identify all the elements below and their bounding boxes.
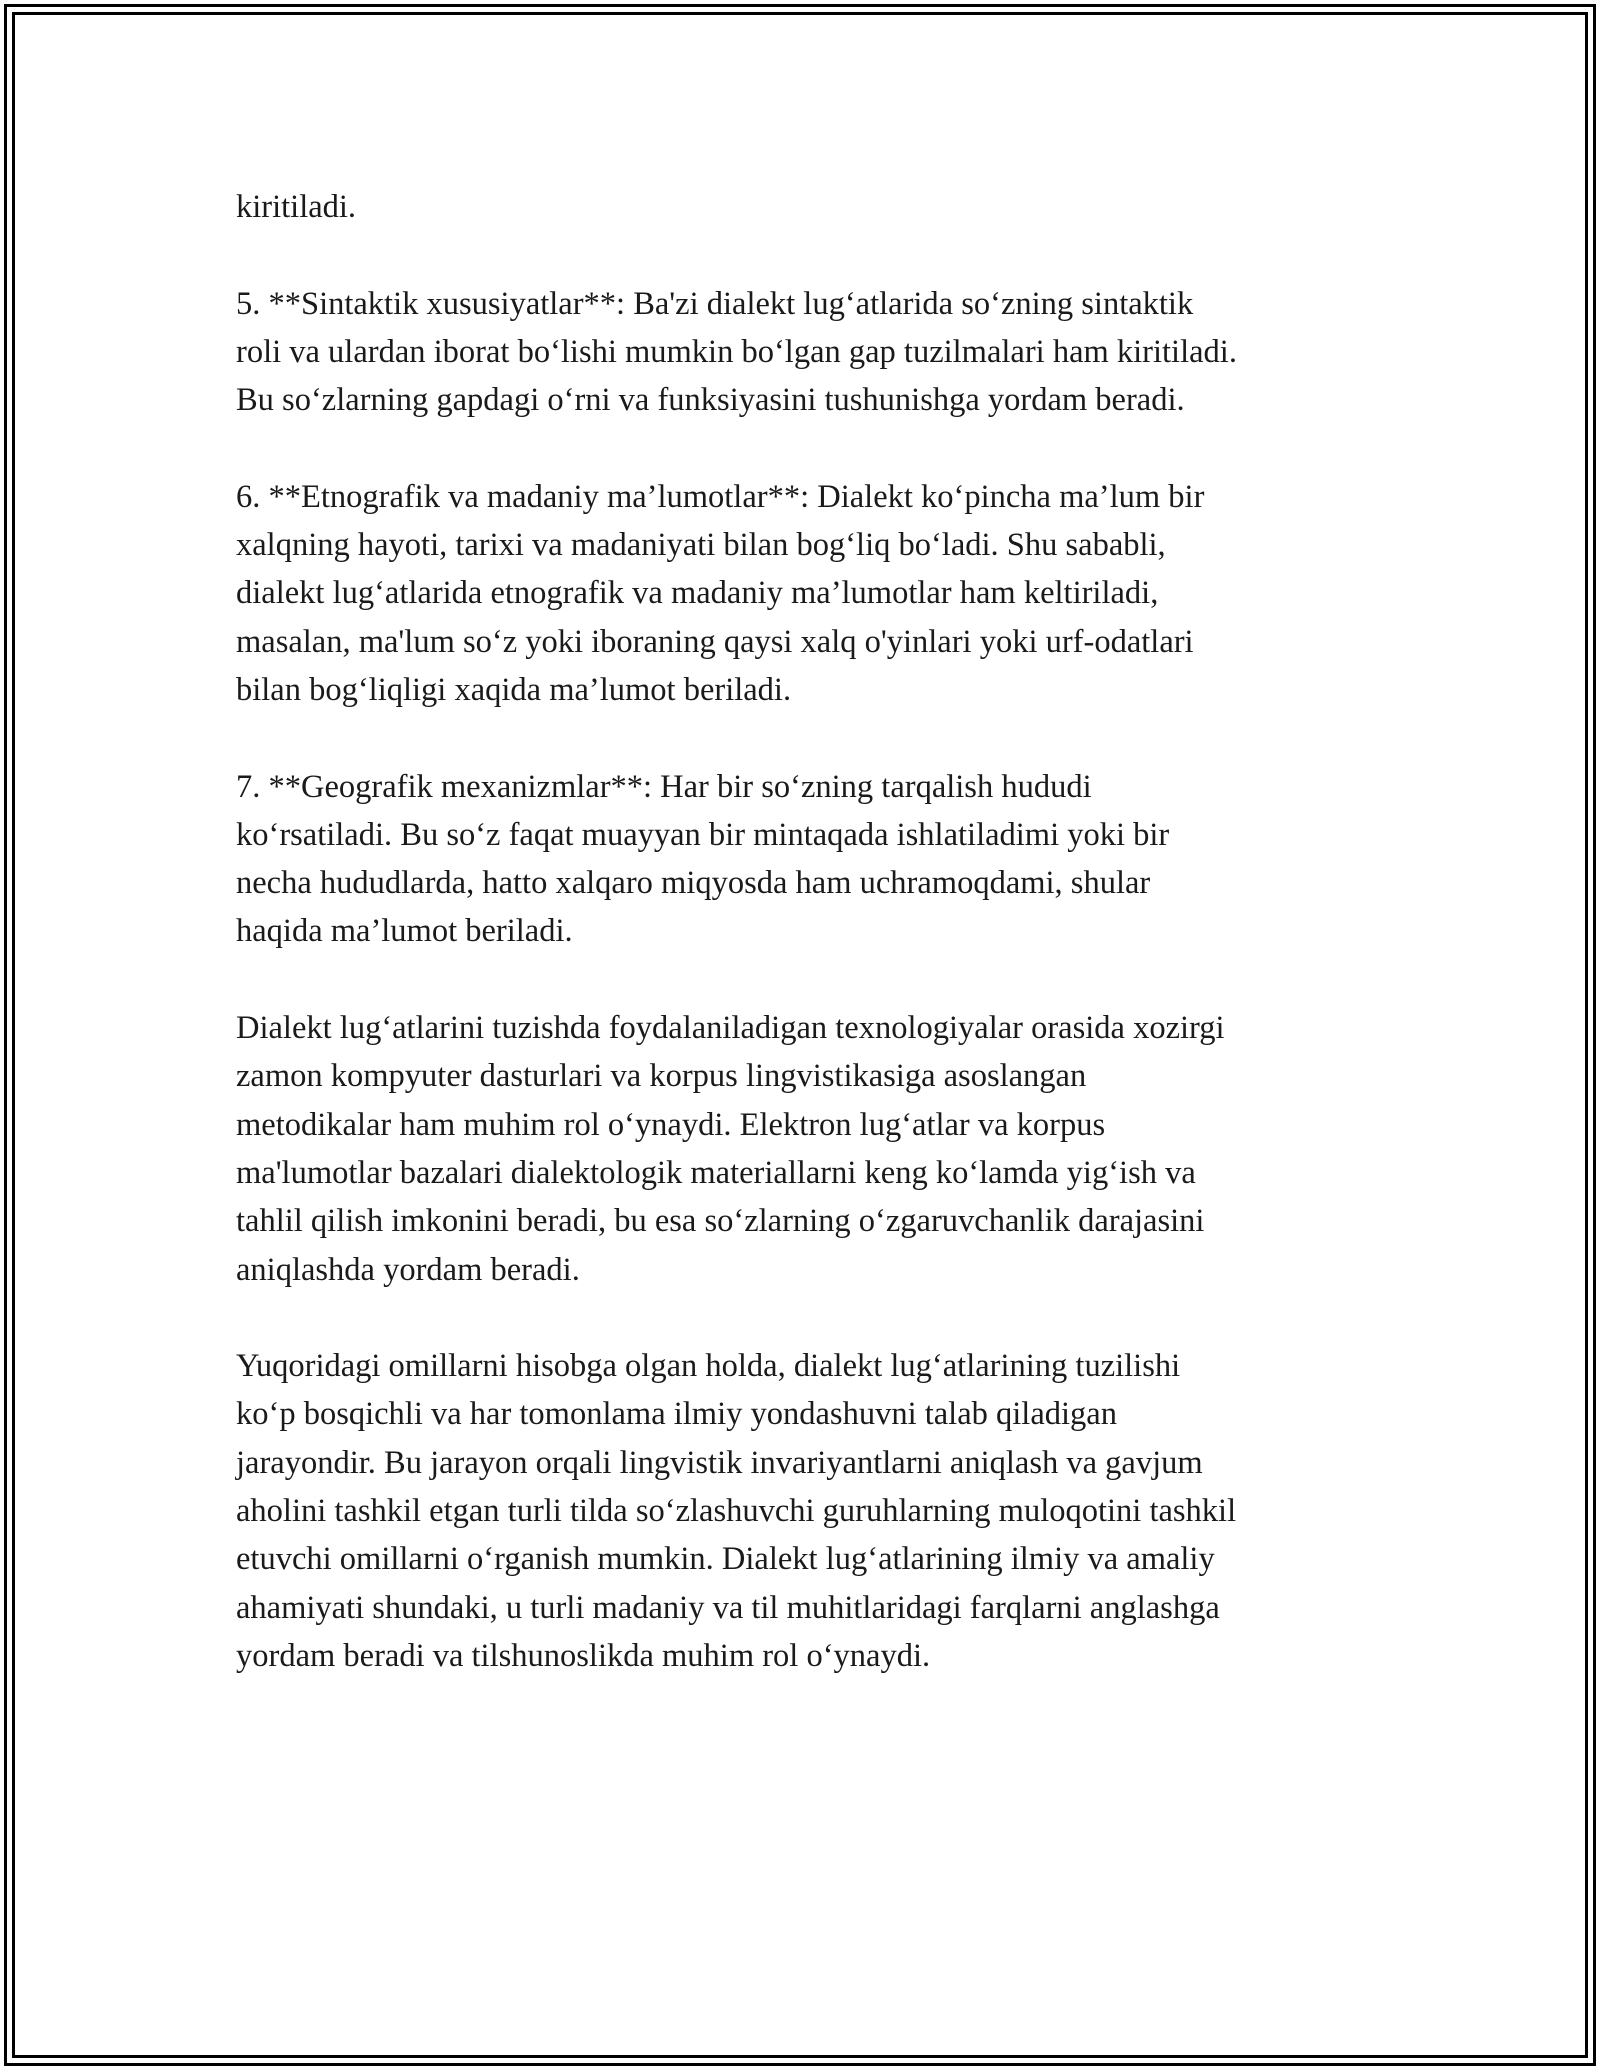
text-line: dialekt lug‘atlarida etnografik va madaniy ma’lumotlar ham keltiriladi,	[236, 575, 1159, 612]
text-line: yordam beradi va tilshunoslikda muhim rol o‘ynaydi.	[236, 1637, 931, 1674]
text-line: metodikalar ham muhim rol o‘ynaydi. Elektron lug‘atlar va korpus	[236, 1106, 1106, 1143]
text-line: jarayondir. Bu jarayon orqali lingvistik invariyantlarni aniqlash va gavjum	[236, 1444, 1203, 1481]
paragraph-item-5-syntactic-features	[236, 280, 1386, 425]
text-line: Bu so‘zlarning gapdagi o‘rni va funksiyasini tushunishga yordam beradi.	[236, 382, 1185, 419]
text-line: zamon kompyuter dasturlari va korpus lingvistikasiga asoslangan	[236, 1058, 1087, 1095]
document-body	[236, 183, 1386, 1729]
text-line: roli va ulardan iborat bo‘lishi mumkin bo‘lgan gap tuzilmalari ham kiritiladi.	[236, 333, 1237, 370]
text-line: kiritiladi.	[236, 189, 357, 225]
text-line: ahamiyati shundaki, u turli madaniy va til muhitlaridagi farqlarni anglashga	[236, 1589, 1220, 1626]
paragraph-technologies	[236, 1004, 1386, 1294]
text-line: xalqning hayoti, tarixi va madaniyati bilan bog‘liq bo‘ladi. Shu sababli,	[236, 527, 1166, 564]
text-line: bilan bog‘liqligi xaqida ma’lumot beriladi.	[236, 671, 792, 708]
text-line: haqida ma’lumot beriladi.	[236, 913, 573, 950]
text-line: aniqlashda yordam beradi.	[236, 1251, 580, 1288]
text-line: ko‘p bosqichli va har tomonlama ilmiy yondashuvni talab qiladigan	[236, 1396, 1117, 1433]
paragraph-conclusion	[236, 1342, 1386, 1680]
paragraph-continuation	[236, 183, 1386, 231]
text-line: Dialekt lug‘atlarini tuzishda foydalaniladigan texnologiyalar orasida xozirgi	[236, 1010, 1225, 1047]
text-line: tahlil qilish imkonini beradi, bu esa so‘zlarning o‘zgaruvchanlik darajasini	[236, 1203, 1205, 1240]
text-line: 7. **Geografik mexanizmlar**: Har bir so‘zning tarqalish hududi	[236, 768, 1092, 805]
text-line: necha hududlarda, hatto xalqaro miqyosda ham uchramoqdami, shular	[236, 865, 1151, 902]
paragraph-item-6-ethnographic-info	[236, 473, 1386, 714]
text-line: 5. **Sintaktik xususiyatlar**: Ba'zi dialekt lug‘atlarida so‘zning sintaktik	[236, 285, 1194, 322]
text-line: ma'lumotlar bazalari dialektologik materiallarni keng ko‘lamda yig‘ish va	[236, 1154, 1196, 1191]
text-line: aholini tashkil etgan turli tilda so‘zlashuvchi guruhlarning muloqotini tashkil	[236, 1493, 1237, 1530]
text-line: Yuqoridagi omillarni hisobga olgan holda, dialekt lug‘atlarining tuzilishi	[236, 1348, 1181, 1385]
text-line: ko‘rsatiladi. Bu so‘z faqat muayyan bir mintaqada ishlatiladimi yoki bir	[236, 816, 1170, 853]
text-line: masalan, ma'lum so‘z yoki iboraning qaysi xalq o'yinlari yoki urf-odatlari	[236, 623, 1194, 660]
text-line: 6. **Etnografik va madaniy ma’lumotlar**: Dialekt ko‘pincha ma’lum bir	[236, 478, 1205, 515]
paragraph-item-7-geographic-mechanisms	[236, 763, 1386, 956]
text-line: etuvchi omillarni o‘rganish mumkin. Dialekt lug‘atlarining ilmiy va amaliy	[236, 1541, 1215, 1578]
